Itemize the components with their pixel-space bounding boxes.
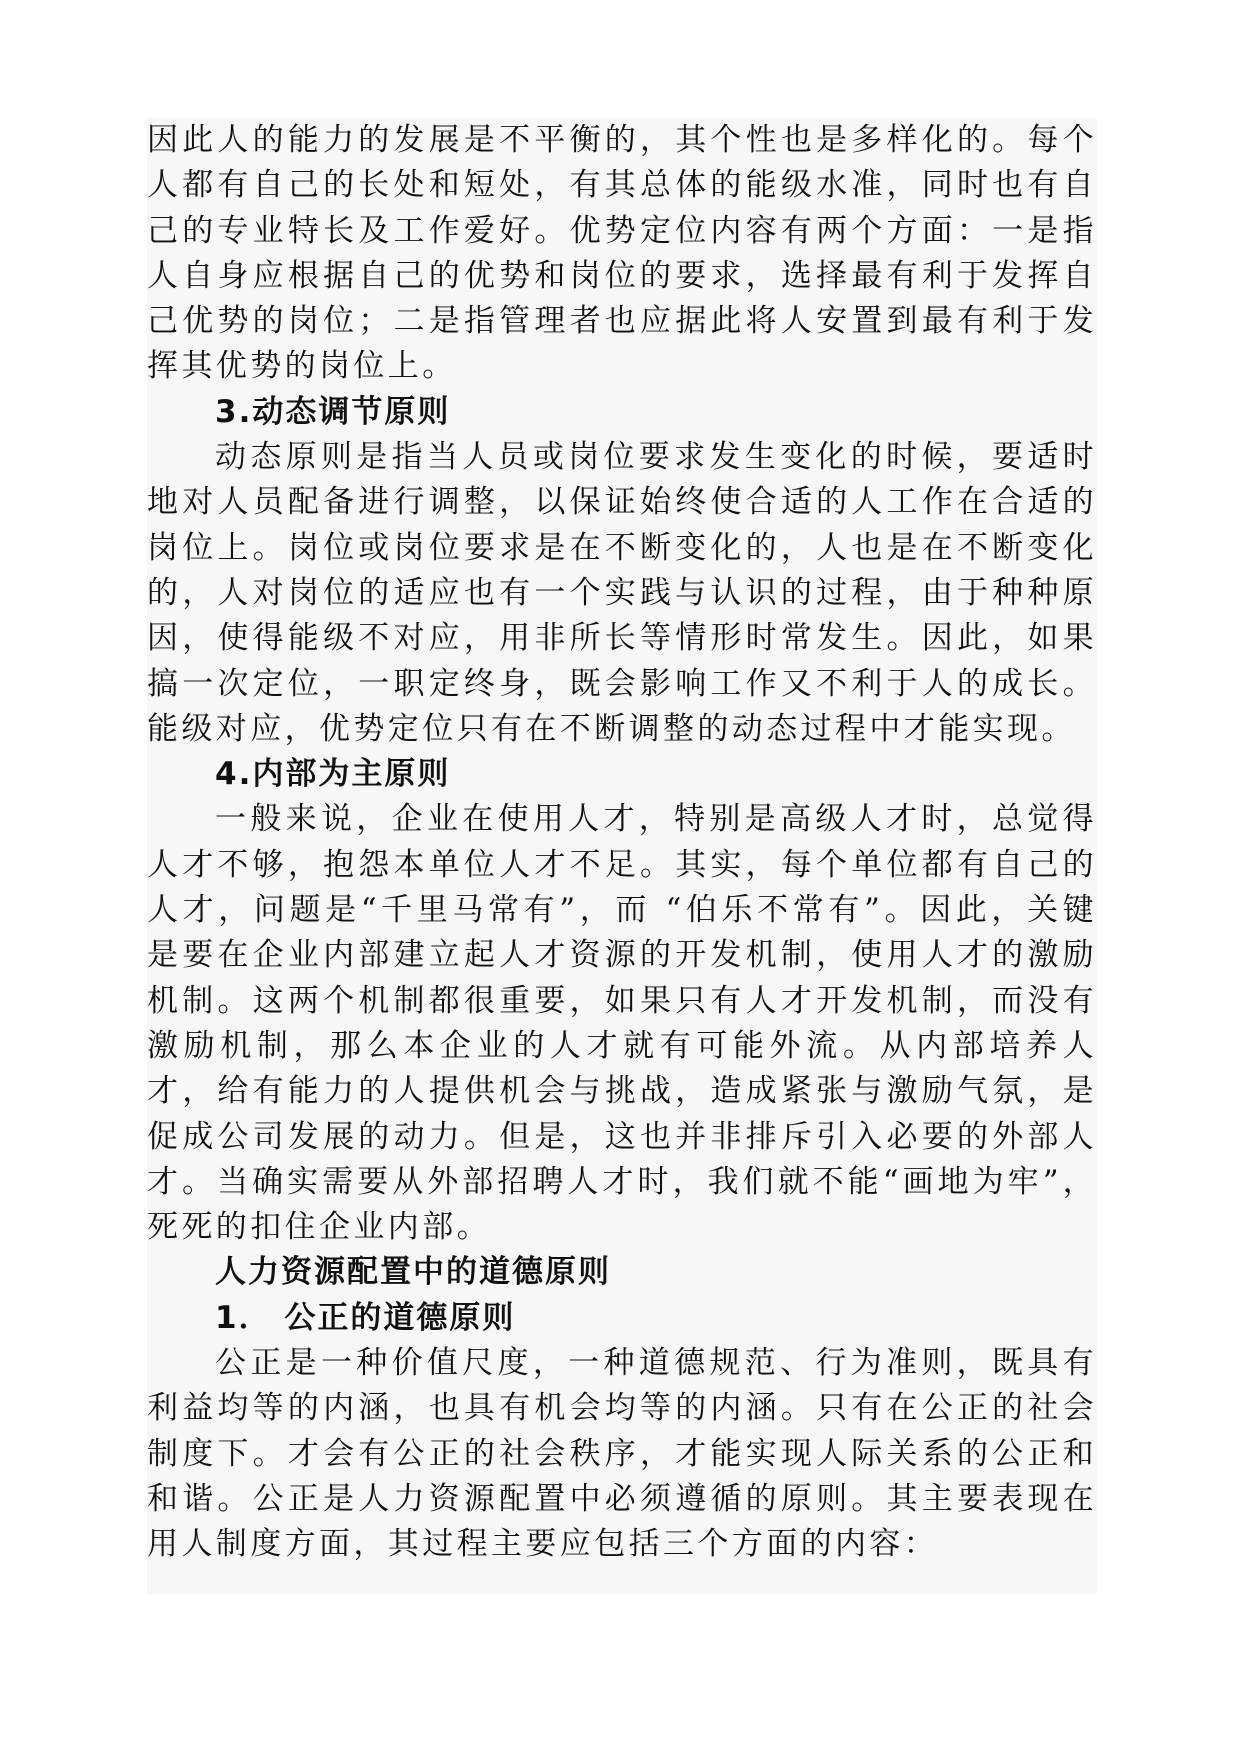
paragraph-ability-balance: 因此人的能力的发展是不平衡的，其个性也是多样化的。每个人都有自己的长处和短处，有其总体的能级水准，同时也有自己的专业特长及工作爱好。优势定位内容有两个方面：一是指人自身应根据自己的优势和岗位的要求，选择最有利于发挥自己优势的岗位；二是指管理者也应据此将人安置到最有利于发挥其优势的岗位上。	[147, 122, 1097, 385]
heading-fairness-principle: 1． 公正的道德原则	[215, 1299, 516, 1336]
heading-moral-principles: 人力资源配置中的道德原则	[215, 1254, 611, 1291]
paragraph-dynamic-adjustment: 动态原则是指当人员或岗位要求发生变化的时候，要适时地对人员配备进行调整，以保证始终使合适的人工作在合适的岗位上。岗位或岗位要求是在不断变化的，人也是在不断变化的，人对岗位的适应也有一个实践与认识的过程，由于种种原因，使得能级不对应，用非所长等情形时常发生。因此，如果搞一次定位，一职定终身，既会影响工作又不利于人的成长。能级对应，优势定位只有在不断调整的动态过程中才能实现。	[147, 439, 1097, 747]
heading-dynamic-adjustment: 3.动态调节原则	[215, 393, 451, 430]
paragraph-fairness-principle: 公正是一种价值尺度，一种道德规范、行为准则，既具有利益均等的内涵，也具有机会均等的内涵。只有在公正的社会制度下。才会有公正的社会秩序，才能实现人际关系的公正和和谐。公正是人力资源配置中必须遵循的原则。其主要表现在用人制度方面，其过程主要应包括三个方面的内容：	[147, 1345, 1097, 1563]
paragraph-internal-priority: 一般来说，企业在使用人才，特别是高级人才时，总觉得人才不够，抱怨本单位人才不足。其实，每个单位都有自己的人才，问题是“千里马常有”，而 “伯乐不常有”。因此，关键是要在企业内部建立起人才资源的开发机制，使用人才的激励机制。这两个机制都很重要，如果只有人才开发机制，而没有激励机制，那么本企业的人才就有可能外流。从内部培养人才，给有能力的人提供机会与挑战，造成紧张与激励气氛，是促成公司发展的动力。但是，这也并非排斥引入必要的外部人才。当确实需要从外部招聘人才时，我们就不能“画地为牢”，死死的扣住企业内部。	[147, 801, 1097, 1246]
document-body	[147, 118, 1097, 1594]
heading-internal-priority: 4.内部为主原则	[215, 756, 451, 793]
